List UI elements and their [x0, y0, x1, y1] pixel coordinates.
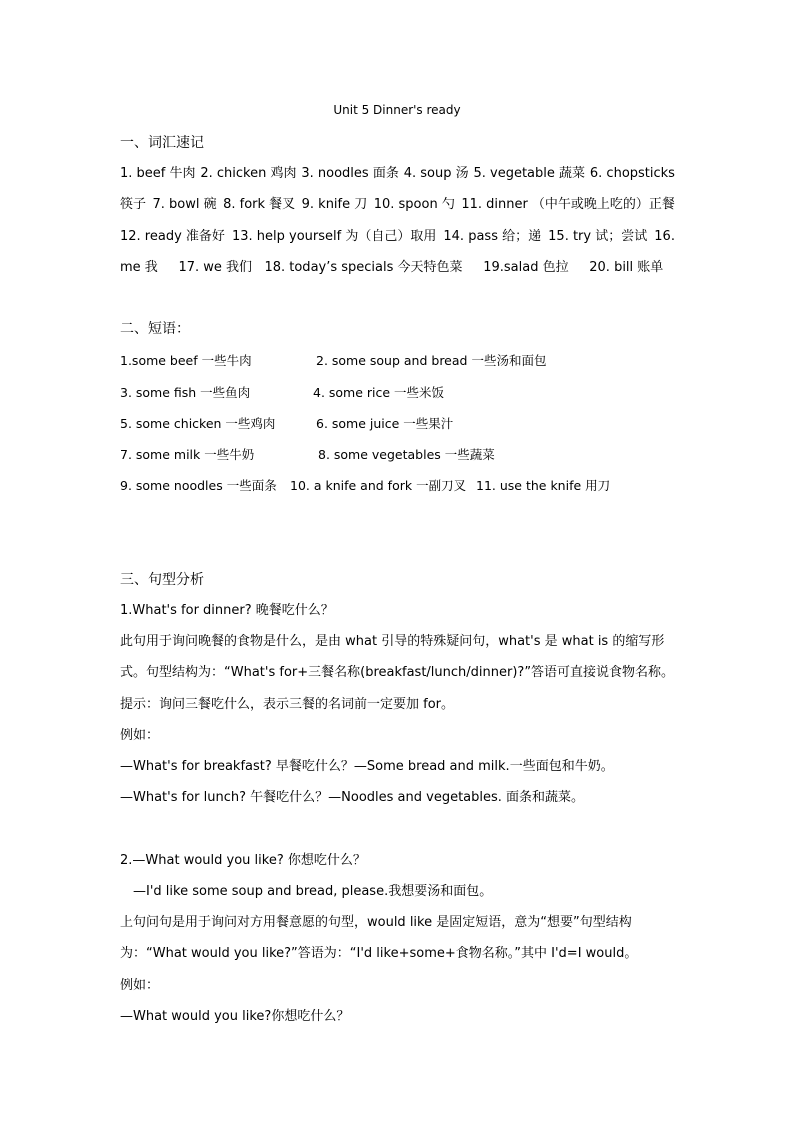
vocab-item: 14. pass 给；递 — [443, 229, 542, 244]
sentence-1-example: —What's for breakfast? 早餐吃什么？—Some bread and milk.一些面包和牛奶。 — [120, 759, 614, 774]
vocab-item: 5. vegetable 蔬菜 — [473, 166, 586, 181]
sentence-1-example: —What's for lunch? 午餐吃什么？—Noodles and vegetables. 面条和蔬菜。 — [120, 790, 585, 805]
vocab-item: 16. — [654, 229, 675, 244]
vocab-line-4 — [120, 259, 663, 277]
phrases-heading: 二、短语： — [120, 321, 190, 337]
vocab-item: 3. noodles 面条 — [301, 166, 399, 181]
phrase-item: 10. a knife and fork 一副刀叉 — [290, 478, 467, 493]
sentence-1-paragraph: 此句用于询问晚餐的食物是什么，是由 what 引导的特殊疑问句，what's 是 what is 的缩写形 — [120, 634, 665, 649]
vocab-item: 筷子 — [120, 197, 147, 212]
phrase-item: 11. use the knife 用刀 — [476, 478, 611, 493]
vocab-heading: 一、词汇速记 — [120, 135, 204, 151]
vocab-item: 12. ready 准备好 — [120, 229, 225, 244]
sentence-2-paragraph: 为：“What would you like?”答语为：“I'd like+some+食物名称。”其中 I'd=I would。 — [120, 946, 638, 961]
page-title: Unit 5 Dinner's ready — [333, 103, 461, 117]
phrase-item: 1.some beef 一些牛肉 — [120, 353, 252, 368]
sentence-1-example-label: 例如： — [120, 728, 160, 743]
sentence-2-example: —What would you like?你想吃什么？ — [120, 1009, 350, 1024]
vocab-item: 18. today’s specials 今天特色菜 — [264, 260, 463, 275]
phrase-item: 4. some rice 一些米饭 — [313, 385, 445, 400]
vocab-item: 9. knife 刀 — [301, 197, 368, 212]
vocab-item: 1. beef 牛肉 — [120, 166, 196, 181]
phrase-item: 7. some milk 一些牛奶 — [120, 447, 255, 462]
vocab-item: 6. chopsticks — [589, 166, 675, 181]
vocab-item: 11. dinner （中午或晚上吃的）正餐 — [461, 197, 675, 212]
phrase-item: 6. some juice 一些果汁 — [316, 416, 454, 431]
sentence-2-answer: —I'd like some soup and bread, please.我想要汤和面包。 — [133, 884, 493, 899]
vocab-item: 8. fork 餐叉 — [223, 197, 296, 212]
vocab-item: 7. bowl 碗 — [152, 197, 217, 212]
vocab-line-3 — [120, 228, 675, 246]
vocab-item: 15. try 试；尝试 — [548, 229, 648, 244]
sentence-1-title: 1.What's for dinner? 晚餐吃什么？ — [120, 603, 334, 618]
vocab-item: 13. help yourself 为（自己）取用 — [231, 229, 437, 244]
sentence-1-paragraph: 式。句型结构为：“What's for+三餐名称(breakfast/lunch/dinner)?”答语可直接说食物名称。 — [120, 665, 675, 680]
phrase-item: 2. some soup and bread 一些汤和面包 — [316, 353, 547, 368]
sentences-heading: 三、句型分析 — [120, 572, 204, 588]
phrase-item: 9. some noodles 一些面条 — [120, 478, 277, 493]
sentence-2-paragraph: 上句问句是用于询问对方用餐意愿的句型，would like 是固定短语，意为“想要”句型结构 — [120, 915, 632, 930]
vocab-line-2 — [120, 196, 675, 214]
phrase-item: 8. some vegetables 一些蔬菜 — [318, 447, 495, 462]
vocab-item: 17. we 我们 — [178, 260, 253, 275]
vocab-item: me 我 — [120, 260, 158, 275]
phrase-item: 3. some fish 一些鱼肉 — [120, 385, 251, 400]
phrase-item: 5. some chicken 一些鸡肉 — [120, 416, 276, 431]
vocab-item: 4. soup 汤 — [403, 166, 469, 181]
sentence-2-title: 2.—What would you like? 你想吃什么？ — [120, 853, 366, 868]
vocab-item: 2. chicken 鸡肉 — [200, 166, 297, 181]
vocab-item: 20. bill 账单 — [589, 260, 664, 275]
sentence-2-example-label: 例如： — [120, 978, 160, 993]
vocab-line-1 — [120, 165, 675, 183]
sentence-1-tip: 提示：询问三餐吃什么，表示三餐的名词前一定要加 for。 — [120, 697, 455, 712]
vocab-item: 10. spoon 勺 — [373, 197, 455, 212]
vocab-item: 19.salad 色拉 — [483, 260, 569, 275]
